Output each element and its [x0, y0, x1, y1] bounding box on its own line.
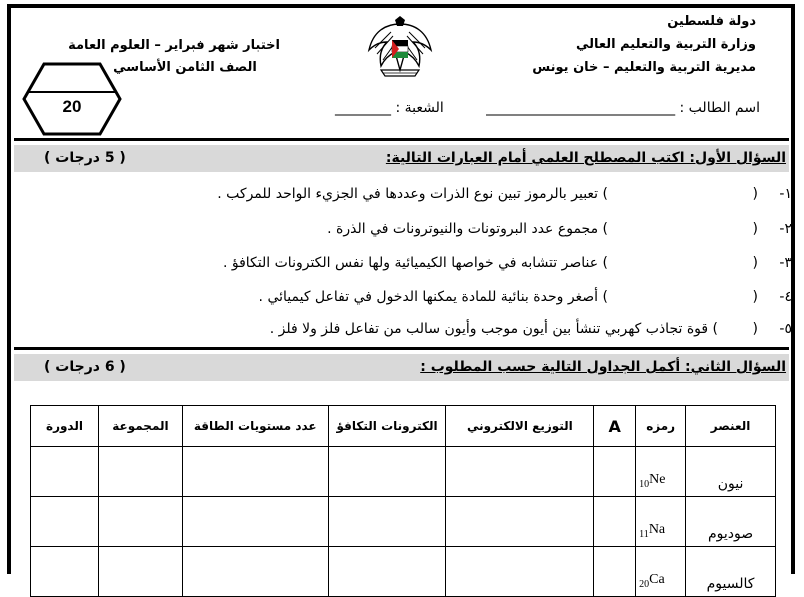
answer-cell[interactable] [328, 547, 446, 597]
element-name: كالسيوم [686, 547, 776, 597]
col-period: الدورة [31, 406, 99, 447]
q1-marks: ( 5 درجات ) [44, 150, 126, 166]
divider-mid [14, 347, 789, 350]
q1-item-num: ٣- [779, 255, 792, 271]
element-symbol: $_{10}$Ne [636, 447, 686, 497]
element-symbol: $_{11}$Na [636, 497, 686, 547]
element-name: نيون [686, 447, 776, 497]
q1-answer-blank[interactable]: ( [752, 255, 758, 271]
answer-cell[interactable] [446, 547, 594, 597]
answer-cell[interactable] [446, 497, 594, 547]
q1-item-4 [259, 289, 792, 305]
answer-cell[interactable] [182, 547, 328, 597]
col-valence-electrons: الكترونات التكافؤ [328, 406, 446, 447]
answer-cell[interactable] [328, 497, 446, 547]
col-mass-number: A [594, 406, 636, 447]
col-symbol: رمزه [636, 406, 686, 447]
q1-item-num: ١- [779, 186, 792, 202]
q1-answer-blank[interactable]: ( [752, 221, 758, 237]
table-header-row [31, 406, 776, 447]
element-symbol: $_{20}$Ca [636, 547, 686, 597]
q1-item-3 [223, 255, 792, 271]
col-electron-config: التوزيع الالكتروني [446, 406, 594, 447]
q1-answer-blank[interactable]: ( [752, 289, 758, 305]
q1-title: السؤال الأول: اكتب المصطلح العلمي أمام العبارات التالية: [385, 150, 786, 166]
elements-table [30, 405, 776, 597]
header-directorate: مديرية التربية والتعليم – خان يونس [532, 60, 756, 75]
header-exam: اختبار شهر فبراير – العلوم العامة [68, 38, 280, 53]
q1-item-1 [217, 186, 792, 202]
q1-item-text: ) قوة تجاذب كهربي تنشأ بين أيون موجب وأيون سالب من تفاعل فلز ولا فلز . [269, 321, 718, 337]
answer-cell[interactable] [328, 447, 446, 497]
q1-item-text: ) أصغر وحدة بنائية للمادة يمكنها الدخول في تفاعل كيميائي . [258, 289, 608, 305]
header-grade: الصف الثامن الأساسي [113, 60, 257, 75]
answer-cell[interactable] [98, 447, 182, 497]
answer-cell[interactable] [594, 497, 636, 547]
answer-cell[interactable] [182, 497, 328, 547]
answer-cell[interactable] [594, 547, 636, 597]
q1-item-num: ٥- [779, 321, 792, 337]
answer-cell[interactable] [594, 447, 636, 497]
answer-cell[interactable] [98, 497, 182, 547]
header-ministry: وزارة التربية والتعليم العالي [575, 37, 756, 52]
element-name: صوديوم [686, 497, 776, 547]
q1-item-text: ) مجموع عدد البروتونات والنيوترونات في الذرة . [327, 221, 608, 237]
q1-item-2 [327, 221, 792, 237]
col-element: العنصر [686, 406, 776, 447]
answer-cell[interactable] [31, 447, 99, 497]
answer-cell[interactable] [31, 497, 99, 547]
q1-answer-blank[interactable]: ( [752, 186, 758, 202]
q1-answer-blank[interactable]: ( [752, 321, 758, 337]
q1-item-num: ٢- [779, 221, 792, 237]
divider-top [14, 138, 789, 141]
q1-item-5 [270, 321, 792, 337]
total-score: 20 [62, 97, 82, 116]
answer-cell[interactable] [182, 447, 328, 497]
table-row [31, 547, 776, 597]
q1-item-num: ٤- [779, 289, 792, 305]
palestine-eagle-emblem [365, 10, 435, 82]
answer-cell[interactable] [98, 547, 182, 597]
q2-marks: ( 6 درجات ) [44, 359, 126, 375]
q2-title: السؤال الثاني: أكمل الجداول التالية حسب المطلوب : [420, 359, 786, 375]
student-name-field[interactable]: اسم الطالب : ___________________________ [486, 100, 760, 116]
table-row [31, 447, 776, 497]
answer-cell[interactable] [446, 447, 594, 497]
table-row [31, 497, 776, 547]
section-field[interactable]: الشعبة : ________ [335, 100, 444, 116]
header-state: دولة فلسطين [667, 14, 756, 29]
answer-cell[interactable] [31, 547, 99, 597]
q1-item-text: ) تعبير بالرموز تبين نوع الذرات وعددها في الجزيء الواحد للمركب . [217, 186, 608, 202]
col-energy-levels: عدد مستويات الطاقة [182, 406, 328, 447]
col-group: المجموعة [98, 406, 182, 447]
q1-item-text: ) عناصر تتشابه في خواصها الكيميائية ولها نفس الكترونات التكافؤ . [222, 255, 608, 271]
